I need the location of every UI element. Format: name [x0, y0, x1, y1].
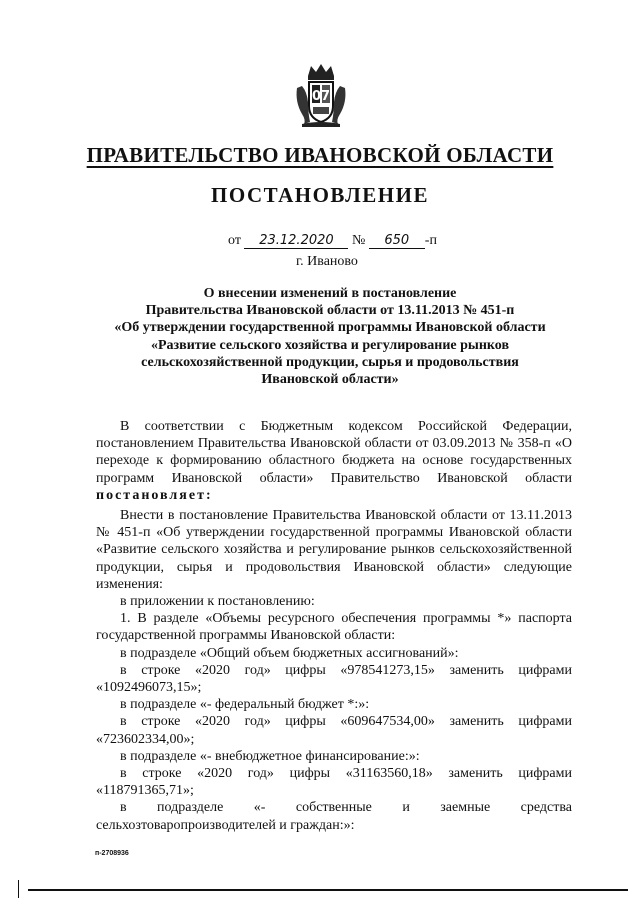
subject-line: сельскохозяйственной продукции, сырья и продовольствия	[141, 354, 519, 370]
corner-mark	[18, 880, 19, 898]
preamble-text: В соответствии с Бюджетным кодексом Российской Федерации, постановлением Правительства Ивановской области от 03.09.2013 № 358-п «О переходе к формированию областного бюджета на основе государственных программ Ивановской области» Правительство Ивановской области	[96, 419, 572, 486]
document-subject	[80, 285, 580, 388]
handwritten-number: 650	[369, 233, 425, 249]
decree-word: постановляет:	[96, 487, 213, 503]
body-paragraph: в строке «2020 год» цифры «978541273,15» заменить цифрами «1092496073,15»;	[96, 662, 572, 696]
government-title: ПРАВИТЕЛЬСТВО ИВАНОВСКОЙ ОБЛАСТИ	[86, 143, 554, 167]
body-paragraph: Внести в постановление Правительства Ивановской области от 13.11.2013 № 451-п «Об утверждении государственной программы Ивановской области «Развитие сельского хозяйства и регулирование рынков сельскохозяйственной продукции, сырья и продовольствия Ивановской области» следующие изменения:	[96, 508, 572, 592]
document-type: ПОСТАНОВЛЕНИЕ	[211, 183, 429, 207]
body-paragraph: в подразделе «- внебюджетное финансирование:»:	[120, 748, 420, 764]
date-prefix: от	[228, 233, 241, 248]
document-code: п-2708936	[95, 850, 129, 857]
handwritten-date: 23.12.2020	[244, 233, 348, 249]
body-paragraph: в строке «2020 год» цифры «31163560,18» заменить цифрами «118791365,71»;	[96, 766, 572, 799]
subject-line: О внесении изменений в постановление	[203, 286, 457, 301]
subject-line: «Об утверждении государственной программы Ивановской области	[114, 320, 546, 336]
subject-line: «Развитие сельского хозяйства и регулирование рынков	[150, 337, 510, 353]
body-paragraph: в подразделе «- федеральный бюджет *:»:	[120, 697, 370, 713]
subject-line: Правительства Ивановской области от 13.11.2013 № 451-п	[145, 303, 515, 319]
city: г. Иваново	[296, 254, 358, 269]
number-suffix: -п	[424, 233, 437, 248]
body-paragraph: 1. В разделе «Объемы ресурсного обеспечения программы *» паспорта государственной программы Ивановской области:	[96, 611, 572, 644]
body-paragraph: в подразделе «Общий объем бюджетных ассигнований»:	[120, 645, 459, 661]
preamble-paragraph	[96, 418, 572, 504]
emblem-text: 07	[311, 89, 331, 104]
body-paragraph: в строке «2020 год» цифры «609647534,00» заменить цифрами «723602334,00»;	[96, 714, 572, 747]
bottom-rule	[28, 889, 628, 891]
number-sign: №	[351, 233, 366, 248]
date-number-line	[228, 233, 437, 249]
body-paragraph: в приложении к постановлению:	[120, 594, 315, 610]
subject-line: Ивановской области»	[261, 372, 399, 388]
body-paragraph: в подразделе «- собственные и заемные средства сельхозтоваропроизводителей и граждан:»:	[96, 800, 572, 833]
document-body	[96, 418, 572, 834]
ivanovo-coat-of-arms-icon	[294, 62, 348, 128]
